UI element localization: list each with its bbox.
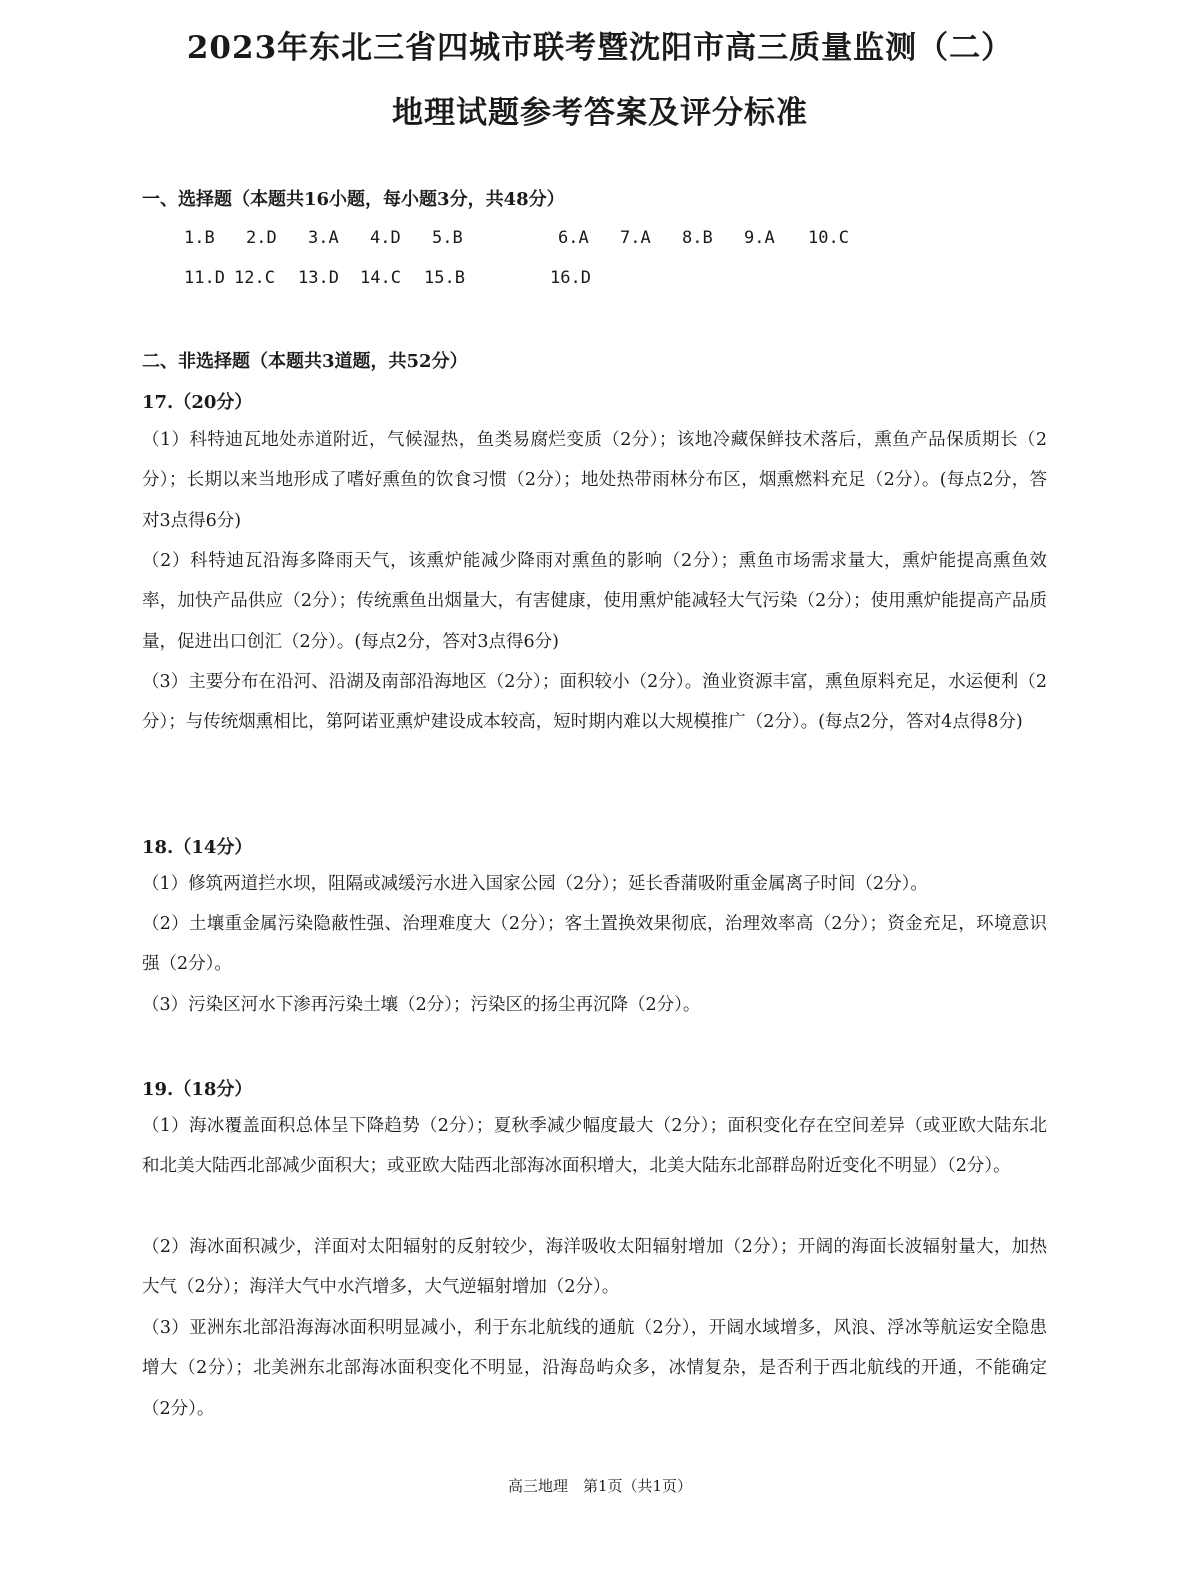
section-free-response-heading: 二、非选择题（本题共3道题，共52分） (142, 351, 468, 372)
mc-answer: 10.C (808, 228, 849, 248)
question-19-heading: 19.（18分） (142, 1079, 253, 1100)
question-17-heading: 17.（20分） (142, 392, 253, 413)
page-footer: 高三地理 第1页（共1页） (507, 1477, 693, 1495)
mc-answer: 8.B (682, 228, 713, 248)
document-title: 2023年东北三省四城市联考暨沈阳市高三质量监测（二） (186, 30, 1014, 66)
mc-answer: 11.D (184, 268, 225, 288)
mc-answer: 2.D (246, 228, 277, 248)
mc-answer: 15.B (424, 268, 465, 288)
question-18-answer-1: （1）修筑两道拦水坝，阻隔或减缓污水进入国家公园（2分）；延长香蒲吸附重金属离子时间（2分）。 (142, 874, 928, 894)
question-18-answer-3: （3）污染区河水下渗再污染土壤（2分）；污染区的扬尘再沉降（2分）。 (142, 995, 701, 1015)
mc-answer: 14.C (360, 268, 401, 288)
mc-answer: 13.D (298, 268, 339, 288)
question-19-answer-2: （2）海冰面积减少，洋面对太阳辐射的反射较少，海洋吸收太阳辐射增加（2分）；开阔的海面长波辐射量大，加热大气（2分）；海洋大气中水汽增多，大气逆辐射增加（2分）。 (142, 1237, 1047, 1298)
mc-answer: 1.B (184, 228, 215, 248)
mc-answer: 7.A (620, 228, 651, 248)
mc-answer: 6.A (558, 228, 589, 248)
mc-answer: 12.C (234, 268, 275, 288)
question-18-answer-2: （2）土壤重金属污染隐蔽性强、治理难度大（2分）；客土置换效果彻底，治理效率高（2分）；资金充足，环境意识强（2分）。 (142, 914, 1047, 975)
mc-answer: 4.D (370, 228, 401, 248)
mc-answer: 5.B (432, 228, 463, 248)
question-17-answer-2: （2）科特迪瓦沿海多降雨天气，该熏炉能减少降雨对熏鱼的影响（2分）；熏鱼市场需求量大，熏炉能提高熏鱼效率，加快产品供应（2分）；传统熏鱼出烟量大，有害健康，使用熏炉能减轻大气污染（2分）；使用熏炉能提高产品质量，促进出口创汇（2分）。(每点2分，答对3点得6分) (142, 551, 1047, 652)
question-19-answer-3: （3）亚洲东北部沿海海冰面积明显减小，利于东北航线的通航（2分），开阔水域增多，风浪、浮冰等航运安全隐患增大（2分）；北美洲东北部海冰面积变化不明显，沿海岛屿众多，冰情复杂，是否利于西北航线的开通，不能确定（2分）。 (142, 1318, 1047, 1419)
document-subtitle: 地理试题参考答案及评分标准 (392, 95, 808, 131)
question-18-heading: 18.（14分） (142, 837, 253, 858)
question-17-answer-1: （1）科特迪瓦地处赤道附近，气候湿热，鱼类易腐烂变质（2分）；该地冷藏保鲜技术落后，熏鱼产品保质期长（2分）；长期以来当地形成了嗜好熏鱼的饮食习惯（2分）；地处热带雨林分布区，烟熏燃料充足（2分）。(每点2分，答对3点得6分) (142, 430, 1047, 531)
mc-answer: 9.A (744, 228, 775, 248)
section-multiple-choice-heading: 一、选择题（本题共16小题，每小题3分，共48分） (142, 189, 565, 210)
mc-answer: 16.D (550, 268, 591, 288)
mc-answer: 3.A (308, 228, 339, 248)
question-19-answer-1: （1）海冰覆盖面积总体呈下降趋势（2分）；夏秋季减少幅度最大（2分）；面积变化存在空间差异（或亚欧大陆东北和北美大陆西北部减少面积大；或亚欧大陆西北部海冰面积增大，北美大陆东北部群岛附近变化不明显）（2分）。 (142, 1116, 1047, 1177)
question-17-answer-3: （3）主要分布在沿河、沿湖及南部沿海地区（2分）；面积较小（2分）。渔业资源丰富，熏鱼原料充足，水运便利（2分）；与传统烟熏相比，第阿诺亚熏炉建设成本较高，短时期内难以大规模推广（2分）。(每点2分，答对4点得8分) (142, 672, 1047, 733)
